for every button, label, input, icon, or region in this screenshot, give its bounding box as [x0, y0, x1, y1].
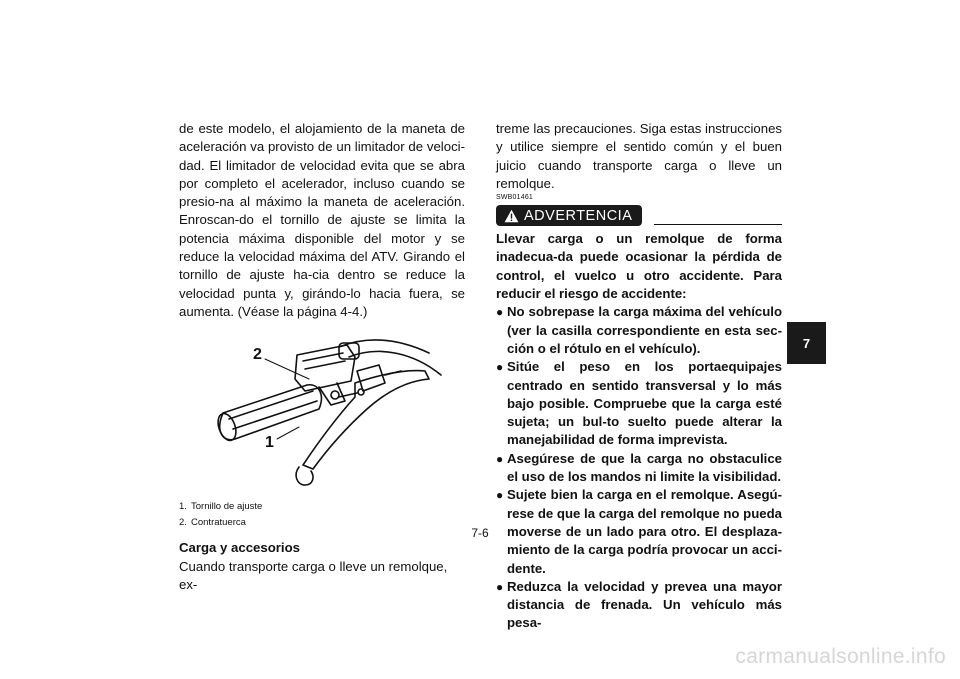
bullet-text: Sitúe el peso en los portaequipajes centrado en sentido transversal y lo más bajo posible. Compruebe que la carga esté sujeta; un bul-to suelto puede alterar la manejabilidad de forma imprevista. — [507, 359, 782, 448]
throttle-figure — [179, 335, 465, 497]
figure-captions — [179, 499, 465, 531]
list-item — [496, 486, 782, 577]
watermark: carmanualsonline.info — [735, 645, 946, 668]
list-item — [496, 450, 782, 487]
bullet-icon: ● — [496, 488, 504, 503]
warning-code: SWB01461 — [496, 194, 534, 202]
caption-number: 2. — [179, 517, 187, 529]
warning-body — [496, 230, 782, 633]
left-column — [179, 120, 465, 594]
bullet-text: Asegúrese de que la carga no obstaculice el uso de los mandos ni limite la visibilidad. — [507, 450, 782, 485]
bullet-text: Sujete bien la carga en el remolque. Asegú-rese de que la carga del remolque no pueda moverse de un lado para otro. El desplaza-miento de la carga podría provocar un acci-dente. — [507, 487, 782, 576]
warning-intro: Llevar carga o un remolque de forma inadecua-da puede ocasionar la pérdida de control, el vuelco u otro accidente. Para reducir el riesgo de accidente: — [496, 231, 782, 302]
warning-triangle-icon — [504, 209, 519, 223]
right-column — [496, 120, 782, 633]
chapter-tab: 7 — [787, 322, 826, 364]
bullet-icon: ● — [496, 579, 504, 594]
bullet-text: Reduzca la velocidad y prevea una mayor distancia de frenada. Un vehículo más pesa- — [507, 578, 782, 631]
bullet-text: No sobrepase la carga máxima del vehículo (ver la casilla correspondiente en esta sec-ción o el rótulo en el vehículo). — [507, 304, 782, 356]
caption-item — [179, 515, 465, 531]
bullet-icon: ● — [496, 451, 504, 466]
bullet-icon: ● — [496, 360, 504, 375]
warning-badge — [496, 205, 642, 226]
list-item — [496, 358, 782, 449]
caption-text: Tornillo de ajuste — [191, 501, 263, 513]
continuation-paragraph: treme las precauciones. Siga estas instrucciones y utilice siempre el sentido común y el buen juicio cuando transporte carga o lleve un remolque. — [496, 121, 782, 191]
bullet-icon: ● — [496, 305, 504, 320]
section-heading: Carga y accesorios — [179, 540, 300, 556]
warning-rule — [654, 224, 782, 225]
caption-text: Contratuerca — [191, 517, 246, 529]
warning-header — [496, 203, 782, 226]
warning-label: ADVERTENCIA — [524, 207, 633, 224]
caption-item — [179, 499, 465, 515]
page-number: 7-6 — [471, 526, 489, 540]
callout-2: 2 — [253, 346, 262, 364]
handlebar-illustration — [179, 335, 465, 497]
list-item — [496, 303, 782, 358]
intro-paragraph: de este modelo, el alojamiento de la maneta de aceleración va provisto de un limitador de veloci-dad. El limitador de velocidad evita que se abra por completo el acelerador, incluso cuando se presio-na al máximo la maneta de aceleración. Enroscan-do el tornillo de ajuste se limita la potencia máxima disponible del motor y se reduce la velocidad máxima del ATV. Girando el tornillo de ajuste ha-cia dentro se reduce la velocidad punta y, girándo-lo hacia fuera, se aumenta. (Véase la página 4-4.) — [179, 121, 465, 319]
caption-number: 1. — [179, 501, 187, 513]
list-item — [496, 578, 782, 633]
callout-1: 1 — [265, 434, 274, 452]
section-text: Cuando transporte carga o lleve un remolque, ex- — [179, 558, 448, 592]
